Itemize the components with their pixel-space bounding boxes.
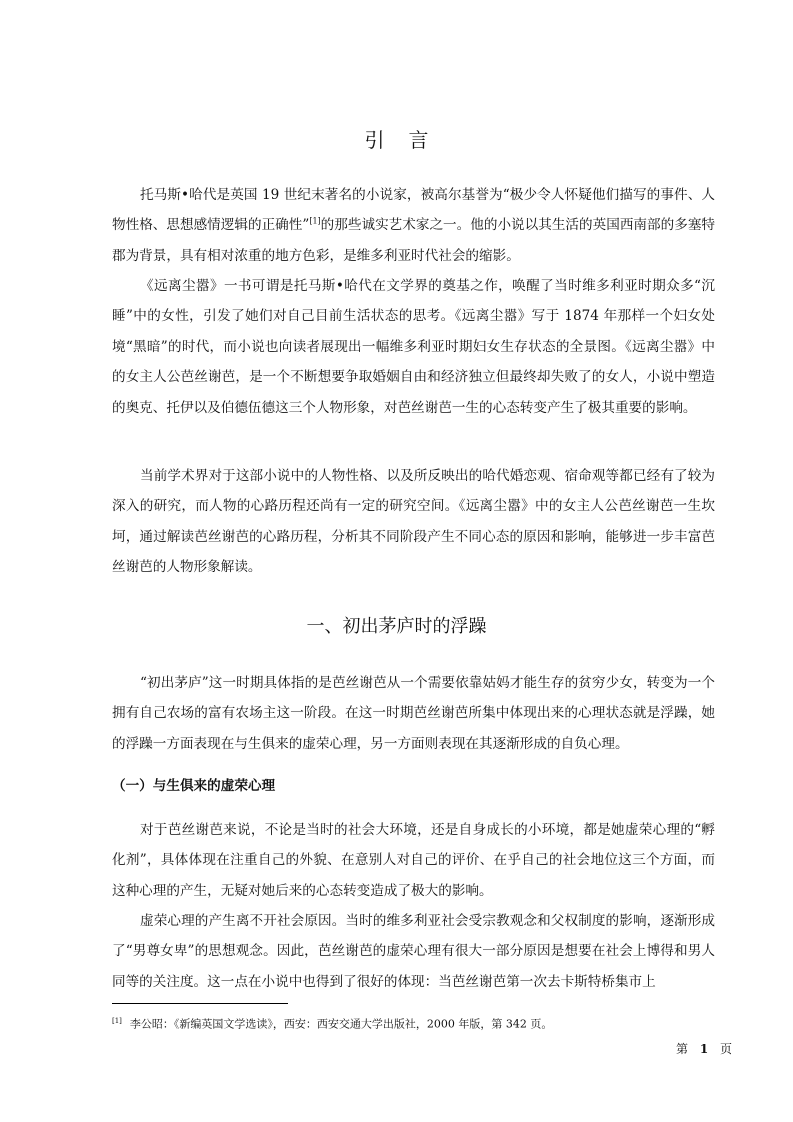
page-number-value: 1 xyxy=(699,1042,713,1056)
section-paragraph-1: “初出茅庐”这一时期具体指的是芭丝谢芭从一个需要依靠姑妈才能生存的贫穷少女，转变为一个拥有自己农场的富有农场主这一阶段。在这一时期芭丝谢芭所集中体现出来的心理状态就是浮躁，她的浮躁一方面表现在与生俱来的虚荣心理，另一方面则表现在其逐渐形成的自负心理。 xyxy=(112,675,715,752)
intro-paragraph-1-text-a: 托马斯•哈代是英国 19 世纪末著名的小说家，被高尔基誉为“极少令人怀疑他们描写的事件、人物性格、思想感情逻辑的正确性” xyxy=(112,187,715,234)
page-number-prefix: 第 xyxy=(676,1042,693,1056)
intro-paragraph-2: 《远离尘嚣》一书可谓是托马斯•哈代在文学界的奠基之作，唤醒了当时维多利亚时期众多“沉睡”中的女性，引发了她们对自己目前生活状态的思考。《远离尘嚣》写于 1874 年那样一个妇女处境“黑暗”的时代，而小说也向读者展现出一幅维多利亚时期妇女生存状态的全景图。《远离尘嚣》中的女主人公芭丝谢芭，是一个不断想要争取婚姻自由和经济独立但最终却失败了的女人，小说中塑造的奥克、托伊以及伯德伍德这三个人物形象，对芭丝谢芭一生的心态转变产生了极其重要的影响。 xyxy=(112,278,715,416)
page-number xyxy=(676,1040,736,1057)
footnote-mark: [1] xyxy=(112,1017,122,1025)
footnote xyxy=(112,1013,552,1033)
intro-paragraph-1 xyxy=(112,180,715,271)
section-heading: 一、初出茅庐时的浮躁 xyxy=(306,616,487,637)
footnote-divider xyxy=(112,1003,288,1004)
subsection-heading: （一）与生俱来的虚荣心理 xyxy=(112,778,276,794)
section-paragraph-2: 对于芭丝谢芭来说，不论是当时的社会大环境，还是自身成长的小环境，都是她虚荣心理的“孵化剂”，具体体现在注重自己的外貌、在意别人对自己的评价、在乎自己的社会地位这三个方面，而这种心理的产生，无疑对她后来的心态转变造成了极大的影响。 xyxy=(112,822,715,899)
footnote-text: 李公昭：《新编英国文学选读》，西安：西安交通大学出版社，2000 年版，第 342 页。 xyxy=(129,1017,553,1031)
intro-paragraph-1-text-b: 的那些诚实艺术家之一。他的小说以其生活的英国西南部的多塞特郡为背景，具有相对浓重的地方色彩，是维多利亚时代社会的缩影。 xyxy=(112,217,716,264)
page-title: 引言 xyxy=(364,128,453,152)
section-paragraph-3: 虚荣心理的产生离不开社会原因。当时的维多利亚社会受宗教观念和父权制度的影响，逐渐形成了“男尊女卑”的思想观念。因此，芭丝谢芭的虚荣心理有很大一部分原因是想要在社会上博得和男人同等的关注度。这一点在小说中也得到了很好的体现：当芭丝谢芭第一次去卡斯特桥集市上 xyxy=(112,913,715,990)
footnote-reference[interactable]: [1] xyxy=(309,216,321,226)
page-number-suffix: 页 xyxy=(720,1042,737,1056)
intro-paragraph-3: 当前学术界对于这部小说中的人物性格、以及所反映出的哈代婚恋观、宿命观等都已经有了较为深入的研究，而人物的心路历程还尚有一定的研究空间。《远离尘嚣》中的女主人公芭丝谢芭一生坎坷，通过解读芭丝谢芭的心路历程，分析其不同阶段产生不同心态的原因和影响，能够进一步丰富芭丝谢芭的人物形象解读。 xyxy=(112,468,715,576)
